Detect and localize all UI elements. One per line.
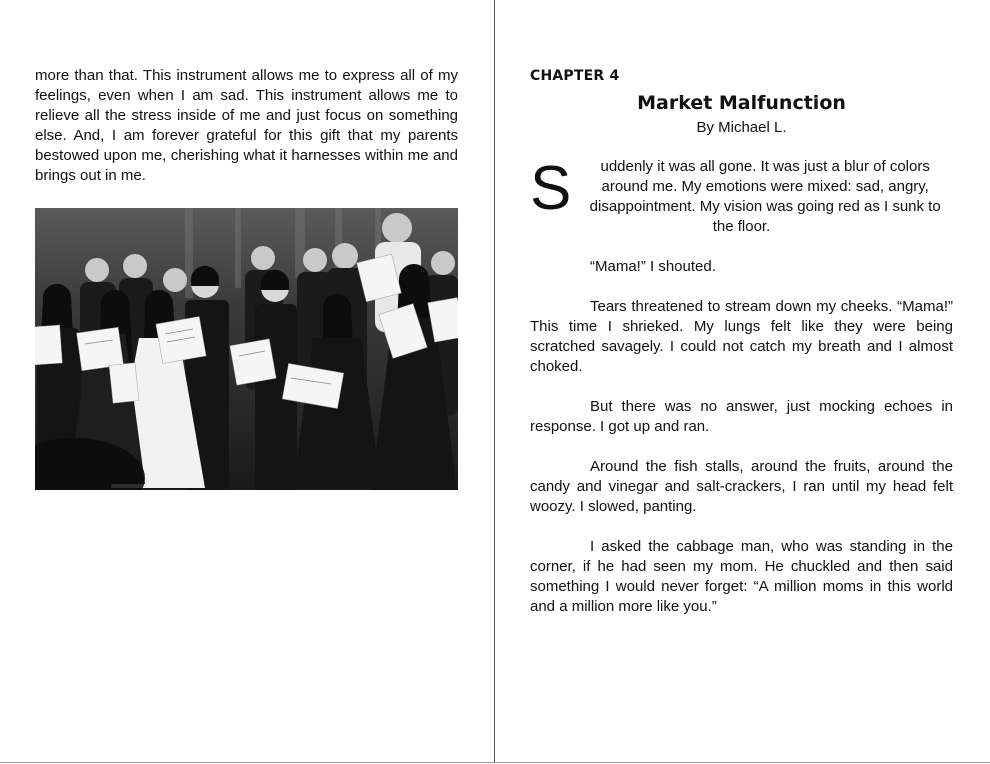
drop-cap: S	[530, 154, 572, 223]
opening-paragraph-text: uddenly it was all gone. It was just a blur of colors around me. My emotions were mixed: sad, angry, disappointment. My vision was going red as I sunk to the floor.	[589, 158, 941, 235]
left-page	[0, 0, 494, 763]
chapter-label: CHAPTER 4	[530, 68, 620, 84]
story-paragraph: I asked the cabbage man, who was standing in the corner, if he had seen my mom. He chuckled and then said something I would never forget: “A million moms in this world and a million more like you.”	[530, 538, 953, 615]
story-title: Market Malfunction	[637, 92, 846, 114]
story-paragraph: “Mama!” I shouted.	[590, 258, 716, 275]
story-paragraph: Around the fish stalls, around the fruits, around the candy and vinegar and salt-crackers, I ran until my head felt woozy. I slowed, panting.	[530, 458, 953, 515]
story-paragraph: But there was no answer, just mocking echoes in response. I got up and ran.	[530, 398, 953, 435]
students-photo	[35, 208, 458, 490]
left-page-paragraph: more than that. This instrument allows me to express all of my feelings, even when I am sad. This instrument allows me to relieve all the stress inside of me and just focus on something else. And, I am forever grateful for this gift that my parents bestowed upon me, cherishing what it harnesses within me and brings out in me.	[35, 67, 458, 184]
opening-paragraph	[530, 154, 953, 237]
story-paragraph: Tears threatened to stream down my cheeks. “Mama!” This time I shrieked. My lungs felt like they were being scratched savagely. I could not catch my breath and I almost choked.	[530, 298, 953, 375]
right-page	[494, 0, 990, 763]
photo-of-students-holding-certificates-icon	[35, 208, 458, 490]
story-byline: By Michael L.	[696, 119, 787, 136]
